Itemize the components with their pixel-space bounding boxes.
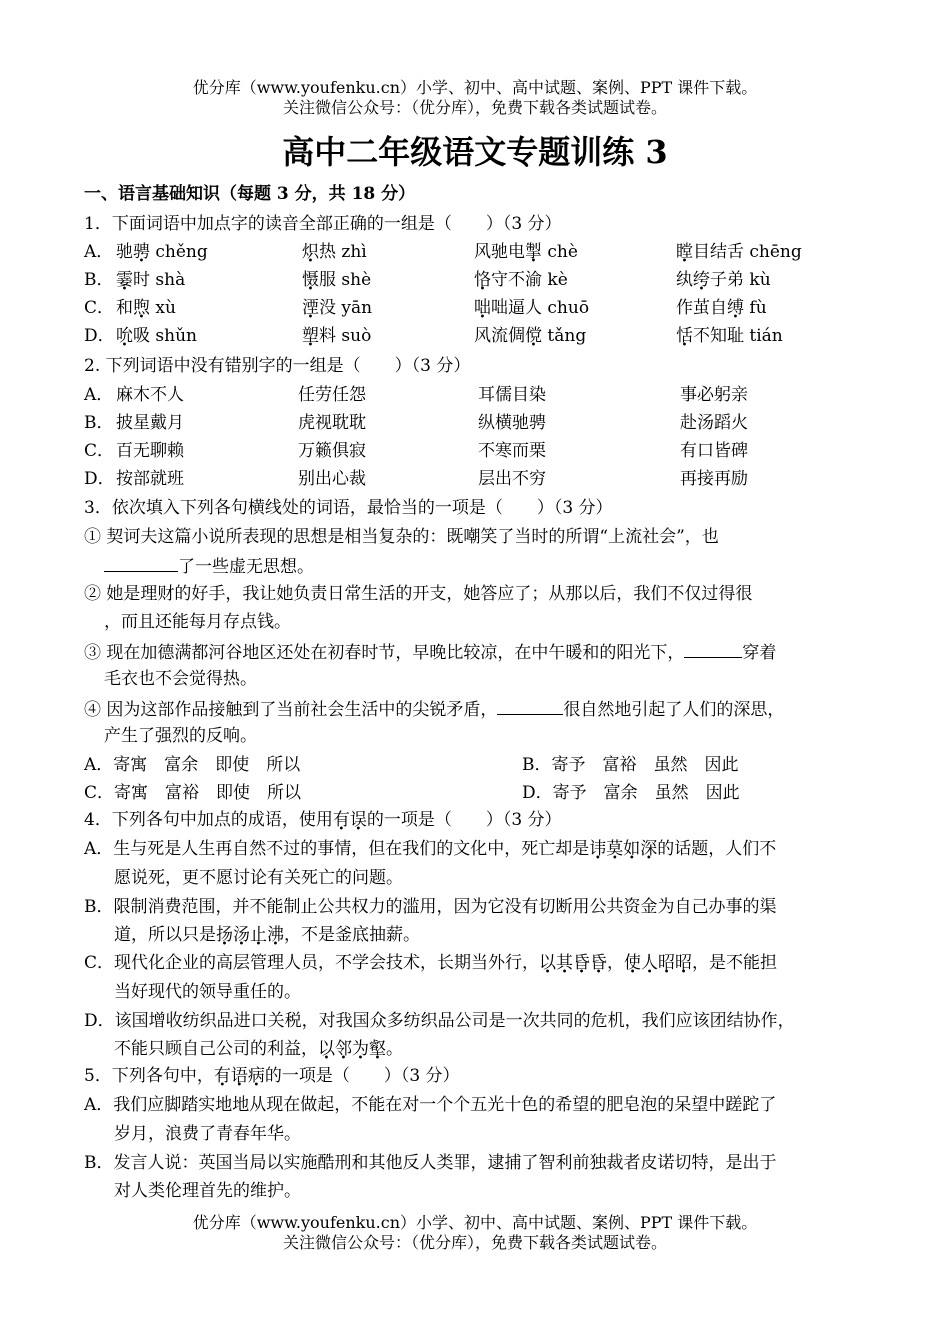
q2-b-1: 披星戴月 [116,413,184,433]
q2-b-3: 纵横驰骋 [478,413,546,433]
q3-sentence-3a: ③ 现在加德满都河谷地区还处在初春时节，早晚比较凉，在中午暖和的阳光下， 穿着 [84,643,777,663]
q5-option-b-line2: 对人类伦理首先的维护。 [114,1181,301,1201]
q1-stem: 1．下面词语中加点字的读音全部正确的一组是（ ）（3 分） [84,214,562,234]
q4-option-a-line2: 愿说死，更不愿讨论有关死亡的问题。 [114,868,403,888]
footer-line-2: 关注微信公众号：（优分库），免费下载各类试题试卷。 [282,1233,667,1252]
q3-stem: 3．依次填入下列各句横线处的词语，最恰当的一项是（ ）（3 分） [84,498,613,518]
q1-b-2: 慑服 shè [302,270,372,290]
q3-sentence-4b: 产生了强烈的反响。 [104,726,257,746]
q5-option-b-line1: B．发言人说：英国当局以实施酷刑和其他反人类罪，逮捕了智利前独裁者皮诺切特，是出于 [84,1153,777,1173]
q2-d-3: 层出不穷 [478,469,546,489]
q4-option-c-line1: C．现代化企业的高层管理人员，不学会技术，长期当外行，以其昏昏，使人昭昭，是不能担 [84,953,778,973]
q1-b-4: 纨绔子弟 kù [676,270,771,290]
q4-option-c-line2: 当好现代的领导重任的。 [114,982,301,1002]
q3-option-a: A．寄寓 富余 即使 所以 [84,755,301,775]
q4-option-d-line1: D．该国增收纺织品进口关税，对我国众多纺织品公司是一次共同的危机，我们应该团结协作， [84,1011,795,1031]
q2-c-3: 不寒而栗 [478,441,546,461]
q5-stem: 5．下列各句中，有语病的一项是（ ）（3 分） [84,1066,460,1086]
q1-c-4: 作茧自缚 fù [676,298,767,318]
q3-option-d: D．寄予 富余 虽然 因此 [522,783,740,803]
q4-option-b-line2: 道，所以只是扬汤止沸，不是釜底抽薪。 [114,925,420,945]
page-title: 高中二年级语文专题训练 3 [282,133,668,171]
q3-sentence-1b: 了一些虚无思想。 [104,555,314,577]
q3-sentence-2b: ，而且还能每月存点钱。 [104,612,291,632]
q1-c-3: 咄咄逼人 chuō [474,298,590,318]
q5-option-a-line2: 岁月，浪费了青春年华。 [114,1124,301,1144]
q2-c-4: 有口皆碑 [680,441,748,461]
q1-d-1: 吮吸 shǔn [116,326,197,346]
q3-option-b: B．寄予 富裕 虽然 因此 [522,755,739,775]
q1-b-1: 霎时 shà [116,270,186,290]
q5-option-a-line1: A．我们应脚踏实地地从现在做起，不能在对一个个五光十色的希望的肥皂泡的呆望中蹉跎了 [84,1095,777,1115]
q1-a-3: 风驰电掣 chè [474,242,578,262]
q1-d-3: 风流倜傥 tǎng [474,326,587,346]
q1-d-4: 恬不知耻 tián [676,326,783,346]
q2-a-3: 耳儒目染 [478,385,546,405]
q1-c-1: 和煦 xù [116,298,176,318]
q1-a-1: 驰骋 chěng [116,242,208,262]
q3-sentence-4a: ④ 因为这部作品接触到了当前社会生活中的尖锐矛盾， 很自然地引起了人们的深思， [84,700,785,720]
q1-a-4: 瞠目结舌 chēng [676,242,802,262]
q1-b-3: 恪守不渝 kè [474,270,568,290]
q4-stem: 4．下列各句中加点的成语，使用有误的一项是（ ）（3 分） [84,810,562,830]
q1-c-2: 湮没 yān [302,298,373,318]
header-line-2: 关注微信公众号：（优分库），免费下载各类试题试卷。 [282,98,667,117]
q1-d-2: 塑料 suò [302,326,372,346]
q2-a-2: 任劳任怨 [298,385,366,405]
q2-c-2: 万籁俱寂 [298,441,366,461]
q4-option-d-line2: 不能只顾自己公司的利益，以邻为壑。 [114,1039,403,1059]
q1-a-2: 炽热 zhì [302,242,367,262]
q4-option-b-line1: B．限制消费范围，并不能制止公共权力的滥用，因为它没有切断用公共资金为自己办事的渠 [84,897,777,917]
section-heading-1: 一、语言基础知识（每题 3 分，共 18 分） [84,184,416,204]
q2-b-4: 赴汤蹈火 [680,413,748,433]
q2-d-2: 别出心裁 [298,469,366,489]
q2-b-2: 虎视耽耽 [298,413,366,433]
q2-d-1: 按部就班 [116,469,184,489]
q3-sentence-2a: ② 她是理财的好手，我让她负责日常生活的开支，她答应了；从那以后，我们不仅过得很 [84,584,753,604]
q3-option-c: C．寄寓 富裕 即使 所以 [84,783,302,803]
q2-a-1: 麻木不人 [116,385,184,405]
q2-a-4: 事必躬亲 [680,385,748,405]
q3-sentence-1a: ① 契诃夫这篇小说所表现的思想是相当复杂的：既嘲笑了当时的所谓“上流社会”，也 [84,527,719,547]
footer-line-1: 优分库（www.youfenku.cn）小学、初中、高中试题、案例、PPT 课件下载。 [192,1213,758,1232]
q4-option-a-line1: A．生与死是人生再自然不过的事情，但在我们的文化中，死亡却是讳莫如深的话题，人们不 [84,839,777,859]
q2-stem: 2. 下列词语中没有错别字的一组是（ ）（3 分） [84,356,471,376]
q3-sentence-3b: 毛衣也不会觉得热。 [104,669,257,689]
q2-c-1: 百无聊赖 [116,441,184,461]
header-line-1: 优分库（www.youfenku.cn）小学、初中、高中试题、案例、PPT 课件下载。 [192,78,758,97]
q2-d-4: 再接再励 [680,469,748,489]
